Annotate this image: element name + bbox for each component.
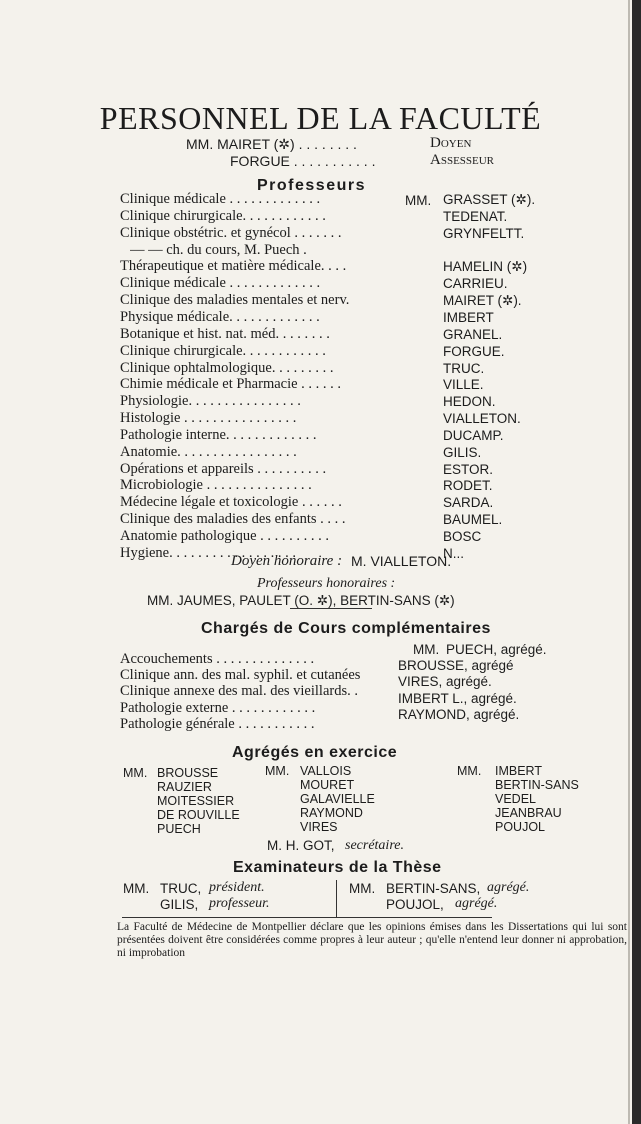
professeurs-mm: MM. <box>405 193 432 208</box>
professeur-name: TEDENAT. <box>443 209 508 224</box>
professeur-subject: Physique médicale. . . . . . . . . . . . . <box>120 309 320 325</box>
professeur-name: CARRIEU. <box>443 276 508 291</box>
professeur-subject: Chimie médicale et Pharmacie . . . . . . <box>120 376 342 392</box>
professeur-subject: Médecine légale et toxicologie . . . . . . <box>120 494 342 510</box>
exam-left-prefix: MM. <box>123 881 150 896</box>
professeur-name: FORGUE. <box>443 344 505 359</box>
page-edge-line <box>628 0 630 1124</box>
professeur-name: BOSC <box>443 529 482 544</box>
professeur-subject: Clinique des maladies des enfants . . . . <box>120 511 346 527</box>
professeur-name: MAIRET (✲). <box>443 293 522 308</box>
examinateurs-heading: Examinateurs de la Thèse <box>233 859 442 876</box>
exam-president-name: TRUC, <box>160 881 202 896</box>
exam-agrege1-name: BERTIN-SANS, <box>386 881 481 896</box>
exam-president-role: président. <box>209 880 265 895</box>
agreges-heading: Agrégés en exercice <box>232 744 398 761</box>
professeur-name: N... <box>443 546 465 561</box>
agrege-name: VIRES <box>300 820 338 834</box>
agrege-name: MOURET <box>300 778 355 792</box>
agreges-column-3 <box>495 764 579 834</box>
agreges-col2-prefix: MM. <box>265 764 290 778</box>
examinateurs-divider <box>336 880 337 918</box>
doyen-honoraire-name: M. VIALLETON. <box>351 553 452 569</box>
charge-name: BROUSSE, agrégé <box>398 658 514 673</box>
professeur-name: DUCAMP. <box>443 428 504 443</box>
professeur-name: RODET. <box>443 478 493 493</box>
professeur-subject: Anatomie. . . . . . . . . . . . . . . . . <box>120 444 297 460</box>
underline-paulet <box>290 608 372 609</box>
charge-name: RAYMOND, agrégé. <box>398 707 520 722</box>
professeur-name: GRASSET (✲). <box>443 192 536 207</box>
professeur-subject: Clinique médicale . . . . . . . . . . . . . <box>120 191 321 207</box>
professeurs-heading: Professeurs <box>257 177 366 194</box>
doyen-role: Doyen <box>430 135 472 151</box>
charge-name: VIRES, agrégé. <box>398 674 492 689</box>
agrege-name: PUECH <box>157 822 201 836</box>
secretary-role: secrétaire. <box>345 838 404 853</box>
professeur-name: HAMELIN (✲) <box>443 259 528 274</box>
secretary-name: M. H. GOT, <box>267 838 335 853</box>
agrege-name: BROUSSE <box>157 766 219 780</box>
charge-subject: Pathologie générale . . . . . . . . . . . <box>120 716 315 732</box>
agrege-name: BERTIN-SANS <box>495 778 579 792</box>
professeur-subject: Pathologie interne. . . . . . . . . . . . . <box>120 427 317 443</box>
professeur-subject: Opérations et appareils . . . . . . . . . . <box>120 461 327 477</box>
professeur-subject: Botanique et hist. nat. méd. . . . . . . . <box>120 326 330 342</box>
professeur-name: HEDON. <box>443 394 496 409</box>
charge-subject: Clinique annexe des mal. des vieillards. . <box>120 683 358 699</box>
professeur-name: TRUC. <box>443 361 485 376</box>
professeur-subject: Clinique obstétric. et gynécol . . . . . . . <box>120 225 342 241</box>
exam-agrege2-name: POUJOL, <box>386 897 444 912</box>
agrege-name: POUJOL <box>495 820 546 834</box>
charges-mm: MM. <box>413 642 440 657</box>
professeur-subject: Microbiologie . . . . . . . . . . . . . . . <box>120 477 312 493</box>
doyen-honoraire-label: Doyen honoraire : <box>231 553 343 569</box>
agrege-name: GALAVIELLE <box>300 792 375 806</box>
agreges-col1-prefix: MM. <box>123 766 148 780</box>
agrege-name: VALLOIS <box>300 764 352 778</box>
prof-honoraires-names: MM. JAUMES, PAULET (O. ✲), BERTIN-SANS (✲) <box>147 593 455 608</box>
professeur-subject: Histologie . . . . . . . . . . . . . . . . <box>120 410 297 426</box>
exam-agrege1-role: agrégé. <box>487 880 530 895</box>
agrege-name: VEDEL <box>495 792 536 806</box>
professeur-subject: Clinique ophtalmologique. . . . . . . . . <box>120 360 334 376</box>
disclaimer-notice: La Faculté de Médecine de Montpellier déclare que les opinions émises dans les Dissertations qui lui sont présentées doivent être considérées comme propres à leur auteur ; qu'elle n'entend leur donner ni approbation, ni improbation <box>117 921 627 959</box>
doyen-name: MM. MAIRET (✲) . . . . . . . . <box>186 136 357 152</box>
charge-subject: Accouchements . . . . . . . . . . . . . . <box>120 651 315 667</box>
professeur-name: VIALLETON. <box>443 411 521 426</box>
agrege-name: RAUZIER <box>157 780 212 794</box>
exam-professeur-name: GILIS, <box>160 897 199 912</box>
professeur-name: GRYNFELTT. <box>443 226 525 241</box>
professeur-subject: Clinique chirurgicale. . . . . . . . . . . . <box>120 208 326 224</box>
agrege-name: MOITESSIER <box>157 794 235 808</box>
exam-professeur-role: professeur. <box>209 896 270 911</box>
agrege-name: IMBERT <box>495 764 542 778</box>
exam-right-prefix: MM. <box>349 881 376 896</box>
professeur-name: IMBERT <box>443 310 494 325</box>
professeur-subject: Physiologie. . . . . . . . . . . . . . . . <box>120 393 301 409</box>
agrege-name: RAYMOND <box>300 806 363 820</box>
page-title: PERSONNEL DE LA FACULTÉ <box>99 100 542 136</box>
charge-subject: Clinique ann. des mal. syphil. et cutanées <box>120 667 361 683</box>
professeur-subject: Hygiene. . . . . . . . . . . . . . . . . . <box>120 545 296 561</box>
professeur-subject: Clinique des maladies mentales et nerv. <box>120 292 350 308</box>
professeur-name: SARDA. <box>443 495 494 510</box>
professeur-subject: — — ch. du cours, M. Puech . <box>130 242 307 258</box>
agreges-column-1 <box>157 766 240 836</box>
professeur-name: ESTOR. <box>443 462 494 477</box>
professeur-subject: Clinique médicale . . . . . . . . . . . . . <box>120 275 321 291</box>
agrege-name: DE ROUVILLE <box>157 808 240 822</box>
exam-agrege2-role: agrégé. <box>455 896 498 911</box>
assesseur-role: Assesseur <box>430 152 495 168</box>
professeur-name: GRANEL. <box>443 327 503 342</box>
professeur-name: BAUMEL. <box>443 512 503 527</box>
professeur-subject: Thérapeutique et matière médicale. . . . <box>120 258 347 274</box>
professeur-name: GILIS. <box>443 445 482 460</box>
examinateurs-rule <box>122 917 492 918</box>
professeur-subject: Anatomie pathologique . . . . . . . . . . <box>120 528 330 544</box>
agrege-name: JEANBRAU <box>495 806 562 820</box>
professeur-subject: Clinique chirurgicale. . . . . . . . . . . . <box>120 343 326 359</box>
page-edge-shadow <box>632 0 641 1124</box>
professeur-name: VILLE. <box>443 377 484 392</box>
charge-subject: Pathologie externe . . . . . . . . . . . . <box>120 700 316 716</box>
agreges-col3-prefix: MM. <box>457 764 482 778</box>
charge-name: PUECH, agrégé. <box>446 642 547 657</box>
charge-name: IMBERT L., agrégé. <box>398 691 517 706</box>
prof-honoraires-label: Professeurs honoraires : <box>257 576 396 591</box>
assesseur-name: FORGUE . . . . . . . . . . . <box>230 153 376 169</box>
agreges-column-2 <box>300 764 375 834</box>
charges-heading: Chargés de Cours complémentaires <box>201 620 491 637</box>
